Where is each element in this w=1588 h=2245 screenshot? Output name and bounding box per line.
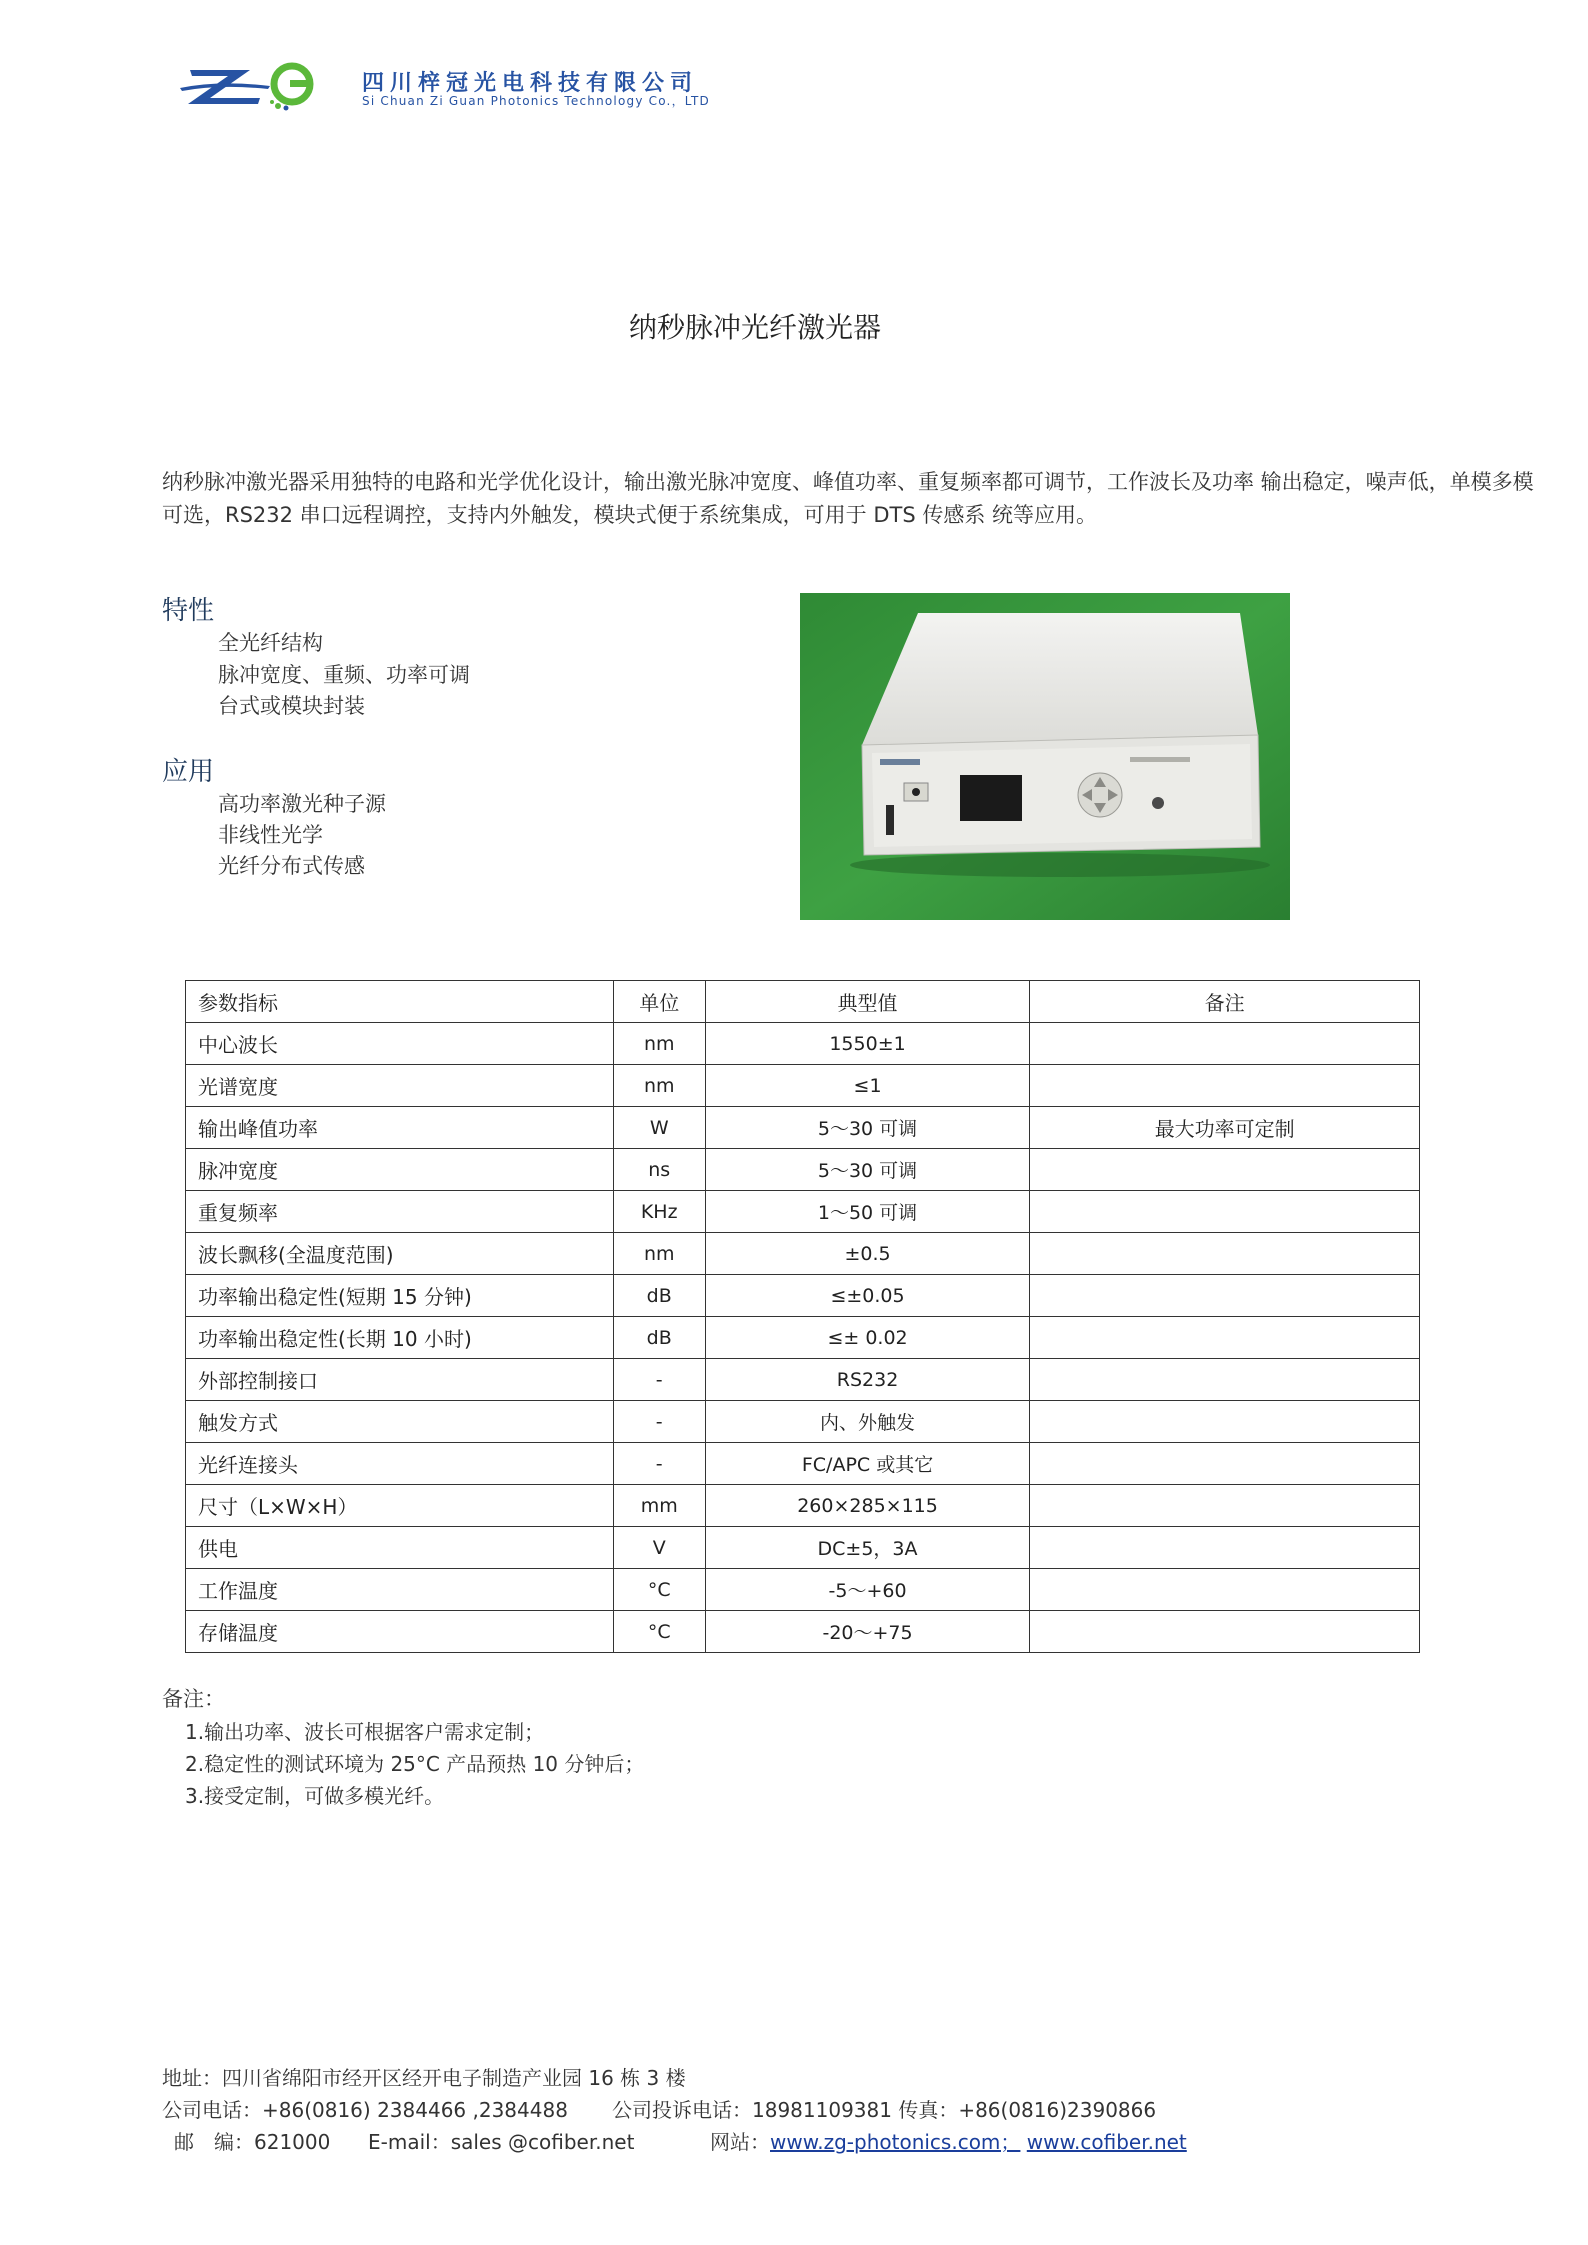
table-row bbox=[186, 1527, 1420, 1569]
applications-heading: 应用 bbox=[162, 757, 215, 787]
product-photo bbox=[800, 593, 1290, 920]
table-header-cell: 典型值 bbox=[705, 981, 1030, 1023]
table-cell: 外部控制接口 bbox=[186, 1359, 614, 1401]
table-cell bbox=[1030, 1065, 1420, 1107]
table-cell: 1550±1 bbox=[705, 1023, 1030, 1065]
website-link-1[interactable]: www.zg-photonics.com； bbox=[770, 2130, 1021, 2154]
table-row bbox=[186, 1191, 1420, 1233]
table-cell bbox=[1030, 1443, 1420, 1485]
table-cell: 5～30 可调 bbox=[705, 1149, 1030, 1191]
table-cell: dB bbox=[613, 1317, 705, 1359]
table-cell: 功率输出稳定性(长期 10 小时) bbox=[186, 1317, 614, 1359]
feature-item: 台式或模块封装 bbox=[218, 694, 365, 718]
table-cell: °C bbox=[613, 1611, 705, 1653]
application-item: 高功率激光种子源 bbox=[218, 792, 386, 816]
table-row bbox=[186, 1401, 1420, 1443]
notes-heading: 备注： bbox=[162, 1687, 225, 1711]
table-header-cell: 参数指标 bbox=[186, 981, 614, 1023]
table-cell: ≤±0.05 bbox=[705, 1275, 1030, 1317]
table-cell: 触发方式 bbox=[186, 1401, 614, 1443]
table-cell: KHz bbox=[613, 1191, 705, 1233]
company-logo bbox=[180, 58, 340, 112]
table-cell: V bbox=[613, 1527, 705, 1569]
application-item: 光纤分布式传感 bbox=[218, 854, 365, 878]
table-row bbox=[186, 1275, 1420, 1317]
table-row bbox=[186, 1317, 1420, 1359]
table-row bbox=[186, 1023, 1420, 1065]
table-row bbox=[186, 1065, 1420, 1107]
table-cell bbox=[1030, 1149, 1420, 1191]
feature-item: 全光纤结构 bbox=[218, 631, 323, 655]
table-cell: RS232 bbox=[705, 1359, 1030, 1401]
features-heading: 特性 bbox=[162, 596, 215, 626]
page-title: 纳秒脉冲光纤激光器 bbox=[628, 311, 881, 344]
table-cell: dB bbox=[613, 1275, 705, 1317]
table-cell: nm bbox=[613, 1065, 705, 1107]
note-item: 3.接受定制，可做多模光纤。 bbox=[185, 1784, 445, 1808]
table-row bbox=[186, 1611, 1420, 1653]
table-cell: mm bbox=[613, 1485, 705, 1527]
intro-paragraph: 纳秒脉冲激光器采用独特的电路和光学优化设计，输出激光脉冲宽度、峰值功率、重复频率都可调节，工作波长及功率 输出稳定，噪声低，单模多模可选，RS232 串口远程调控，支持内外触发，模块式便于系统集成，可用于 DTS 传感系 统等应用。 bbox=[162, 470, 1534, 527]
table-cell bbox=[1030, 1611, 1420, 1653]
feature-item: 脉冲宽度、重频、功率可调 bbox=[218, 663, 470, 687]
company-name-cn: 四川梓冠光电科技有限公司 bbox=[362, 71, 699, 96]
footer-website bbox=[710, 2126, 1187, 2155]
table-row bbox=[186, 1443, 1420, 1485]
table-cell: 260×285×115 bbox=[705, 1485, 1030, 1527]
table-cell bbox=[1030, 1569, 1420, 1611]
table-row bbox=[186, 1569, 1420, 1611]
note-item: 1.输出功率、波长可根据客户需求定制； bbox=[185, 1720, 545, 1744]
table-cell: 供电 bbox=[186, 1527, 614, 1569]
table-cell: 5～30 可调 bbox=[705, 1107, 1030, 1149]
table-cell: ≤± 0.02 bbox=[705, 1317, 1030, 1359]
table-cell: 光谱宽度 bbox=[186, 1065, 614, 1107]
table-header-row bbox=[186, 981, 1420, 1023]
table-row bbox=[186, 1107, 1420, 1149]
table-cell: -20～+75 bbox=[705, 1611, 1030, 1653]
table-row bbox=[186, 1485, 1420, 1527]
footer-phone: 公司电话：+86(0816) 2384466 ,2384488 bbox=[162, 2098, 568, 2122]
table-cell: 输出峰值功率 bbox=[186, 1107, 614, 1149]
table-cell: DC±5，3A bbox=[705, 1527, 1030, 1569]
table-cell: W bbox=[613, 1107, 705, 1149]
table-cell bbox=[1030, 1317, 1420, 1359]
table-cell bbox=[1030, 1233, 1420, 1275]
spec-table bbox=[185, 980, 1420, 1653]
table-cell bbox=[1030, 1401, 1420, 1443]
table-cell bbox=[1030, 1527, 1420, 1569]
table-cell: -5～+60 bbox=[705, 1569, 1030, 1611]
table-cell: 中心波长 bbox=[186, 1023, 614, 1065]
table-cell: 脉冲宽度 bbox=[186, 1149, 614, 1191]
table-cell: 功率输出稳定性(短期 15 分钟) bbox=[186, 1275, 614, 1317]
table-header-cell: 备注 bbox=[1030, 981, 1420, 1023]
table-cell: 重复频率 bbox=[186, 1191, 614, 1233]
table-cell bbox=[1030, 1191, 1420, 1233]
table-row bbox=[186, 1233, 1420, 1275]
footer-postcode: 邮 编：621000 bbox=[174, 2130, 331, 2154]
table-cell: - bbox=[613, 1359, 705, 1401]
table-cell: 最大功率可定制 bbox=[1030, 1107, 1420, 1149]
table-cell: nm bbox=[613, 1233, 705, 1275]
company-name-en: Si Chuan Zi Guan Photonics Technology Co.，LTD bbox=[362, 94, 710, 108]
footer-address: 地址：四川省绵阳市经开区经开电子制造产业园 16 栋 3 楼 bbox=[162, 2066, 686, 2090]
table-cell: °C bbox=[613, 1569, 705, 1611]
footer-email: E-mail：sales @cofiber.net bbox=[368, 2130, 635, 2154]
table-row bbox=[186, 1359, 1420, 1401]
table-cell: ns bbox=[613, 1149, 705, 1191]
note-item: 2.稳定性的测试环境为 25°C 产品预热 10 分钟后； bbox=[185, 1752, 645, 1776]
table-cell: 波长飘移(全温度范围) bbox=[186, 1233, 614, 1275]
table-cell: 内、外触发 bbox=[705, 1401, 1030, 1443]
table-cell bbox=[1030, 1023, 1420, 1065]
table-cell: 存储温度 bbox=[186, 1611, 614, 1653]
table-row bbox=[186, 1149, 1420, 1191]
table-cell: FC/APC 或其它 bbox=[705, 1443, 1030, 1485]
table-cell: - bbox=[613, 1401, 705, 1443]
table-cell: nm bbox=[613, 1023, 705, 1065]
footer-complaint-phone: 公司投诉电话：18981109381 传真：+86(0816)2390866 bbox=[612, 2098, 1157, 2122]
table-cell: 工作温度 bbox=[186, 1569, 614, 1611]
table-cell bbox=[1030, 1485, 1420, 1527]
website-link-2[interactable]: www.cofiber.net bbox=[1026, 2130, 1187, 2154]
table-cell: 尺寸（L×W×H） bbox=[186, 1485, 614, 1527]
table-cell: 1～50 可调 bbox=[705, 1191, 1030, 1233]
table-cell: ≤1 bbox=[705, 1065, 1030, 1107]
table-cell: ±0.5 bbox=[705, 1233, 1030, 1275]
table-cell: - bbox=[613, 1443, 705, 1485]
footer-website-label: 网站： bbox=[710, 2130, 770, 2154]
application-item: 非线性光学 bbox=[218, 823, 323, 847]
table-cell: 光纤连接头 bbox=[186, 1443, 614, 1485]
table-cell bbox=[1030, 1359, 1420, 1401]
table-header-cell: 单位 bbox=[613, 981, 705, 1023]
table-cell bbox=[1030, 1275, 1420, 1317]
